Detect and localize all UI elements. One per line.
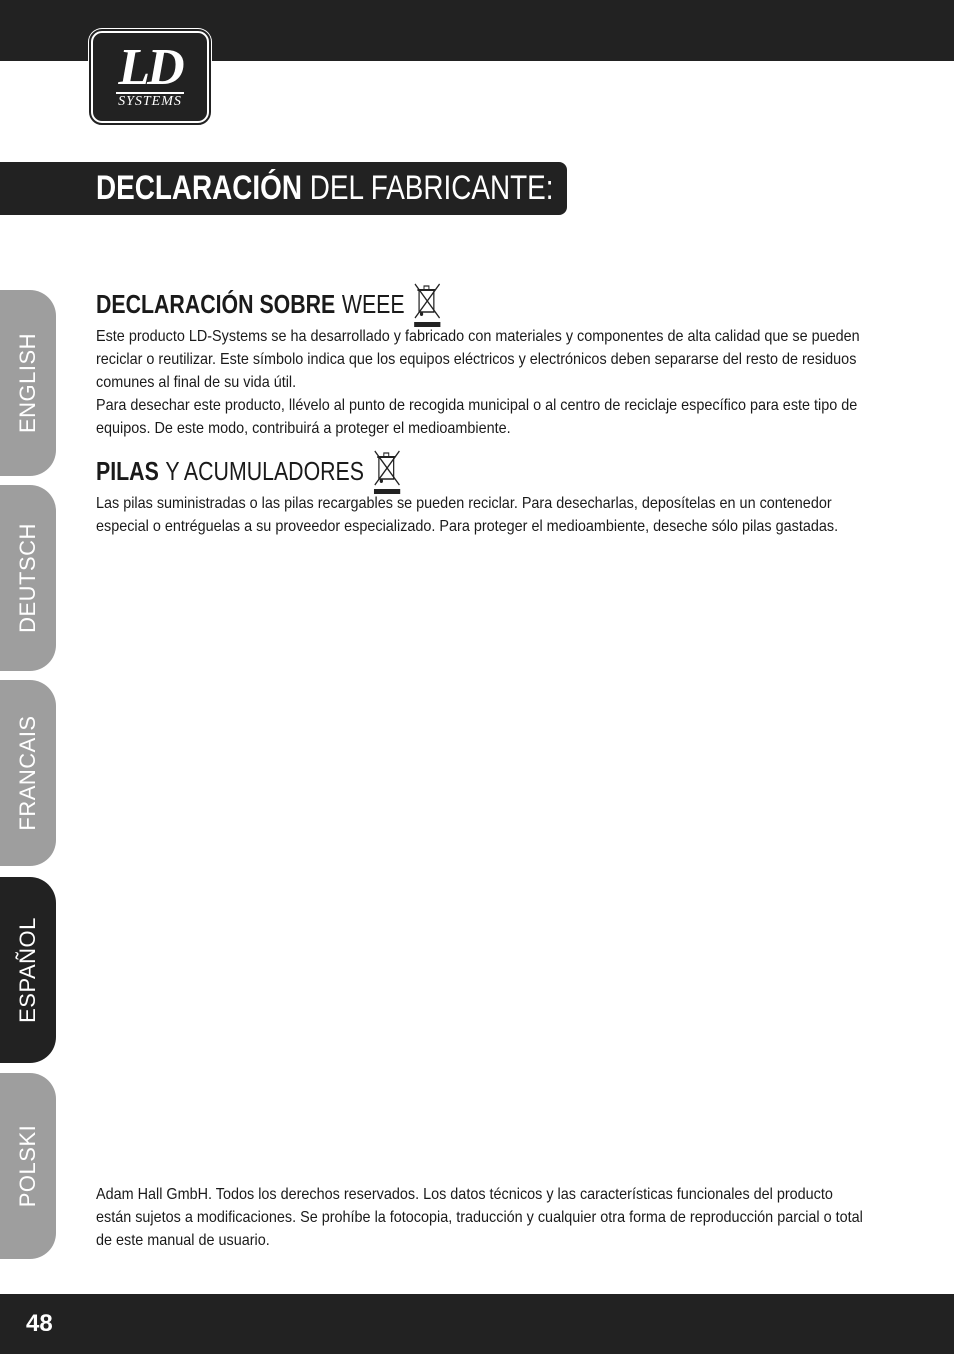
batteries-heading (96, 450, 727, 492)
page-number: 48 (26, 1310, 53, 1337)
crossed-out-wheelie-bin-icon (371, 447, 404, 495)
logo-subtitle: SYSTEMS (118, 94, 182, 109)
tab-deutsch-label: DEUTSCH (15, 523, 40, 633)
tab-espanol[interactable] (0, 877, 56, 1063)
page-title-bold: DECLARACIÓN (96, 169, 302, 207)
tab-espanol-label: ESPAÑOL (15, 917, 40, 1023)
crossed-out-wheelie-bin-icon (411, 280, 444, 328)
tab-english[interactable] (0, 290, 56, 476)
main-content (96, 283, 866, 538)
batteries-paragraph-1: Las pilas suministradas o las pilas recargables se pueden reciclar. Para desecharlas, deposítelas en un contenedor especial o entréguelas a su proveedor especializado. Para proteger el medioambiente, deseche sólo pilas gastadas. (96, 495, 839, 535)
tab-francais[interactable] (0, 680, 56, 866)
weee-heading-rest: WEEE (341, 288, 405, 319)
batteries-heading-rest: Y ACUMULADORES (165, 455, 365, 486)
weee-paragraph-2: Para desechar este producto, llévelo al punto de recogida municipal o al centro de reciclaje específico para este tipo de equipos. De este modo, contribuirá a proteger el medioambiente. (96, 397, 858, 437)
logo-mark: LD (118, 39, 182, 96)
ld-systems-logo (88, 28, 212, 126)
tab-polski[interactable] (0, 1073, 56, 1259)
tab-deutsch[interactable] (0, 485, 56, 671)
page-title-bar (0, 162, 567, 215)
page-title (96, 162, 554, 215)
tab-francais-label: FRANCAIS (15, 715, 40, 831)
page-title-rest: DEL FABRICANTE: (309, 169, 554, 207)
weee-heading-bold: DECLARACIÓN SOBRE (96, 288, 336, 319)
weee-paragraph-1: Este producto LD-Systems se ha desarrollado y fabricado con materiales y componentes de alta calidad que se pueden reciclar o reutilizar. Este símbolo indica que los equipos eléctricos y electrónicos deben separarse del resto de residuos comunes al final de su vida útil. (96, 328, 860, 391)
bottom-bar (0, 1294, 954, 1354)
copyright-notice: Adam Hall GmbH. Todos los derechos reservados. Los datos técnicos y las características funcionales del producto están sujetos a modificaciones. Se prohíbe la fotocopia, traducción y cualquier otra forma de reproducción parcial o total de este manual de usuario. (96, 1186, 863, 1249)
tab-english-label: ENGLISH (15, 332, 40, 434)
tab-polski-label: POLSKI (15, 1124, 40, 1208)
weee-heading (96, 283, 727, 325)
batteries-heading-bold: PILAS (96, 455, 159, 486)
